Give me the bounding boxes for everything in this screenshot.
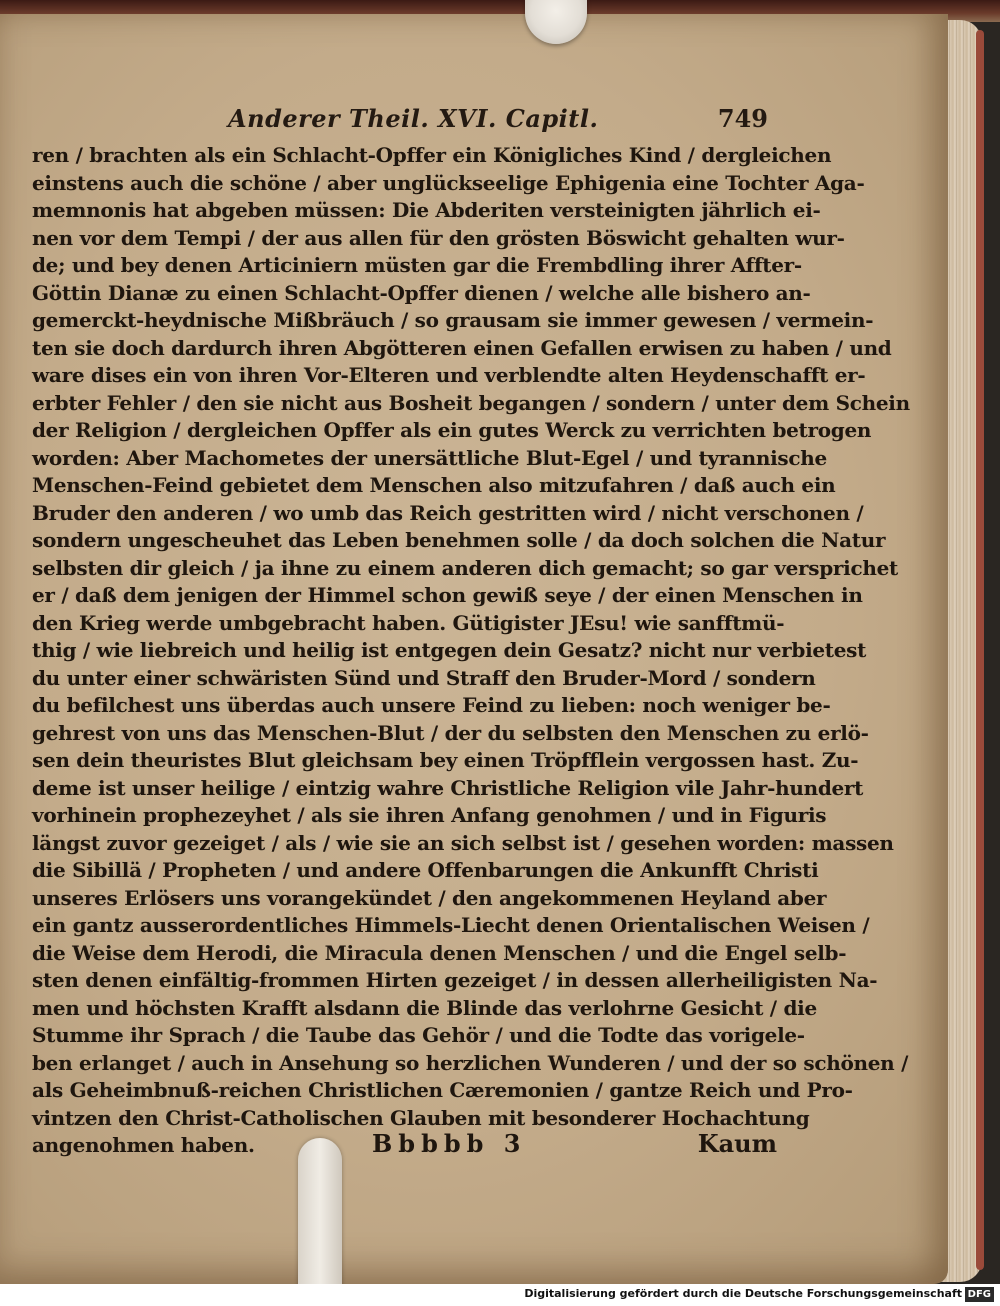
text-line: einstens auch die schöne / aber unglückseelige Ephigenia eine Tochter Aga- — [32, 170, 865, 195]
text-line: als Geheimbnuß-reichen Christlichen Cæremonien / gantze Reich und Pro- — [32, 1078, 853, 1102]
text-line: Bruder den anderen / wo umb das Reich gestritten wird / nicht verschonen / — [32, 500, 864, 525]
text-line: de; und bey denen Articiniern müsten gar die Frembdling ihrer Affter- — [32, 253, 802, 277]
text-line: du befilchest uns überdas auch unsere Feind zu lieben: noch weniger be- — [32, 693, 831, 717]
text-line: Menschen-Feind gebietet dem Menschen also mitzufahren / daß auch ein — [32, 473, 836, 497]
text-line: ein gantz ausserordentliches Himmels-Liecht denen Orientalischen Weisen / — [32, 913, 870, 937]
text-line: sondern ungescheuhet das Leben benehmen solle / da doch solchen die Natur — [32, 528, 886, 552]
funding-credit: Digitalisierung gefördert durch die Deutsche Forschungsgemeinschaft — [524, 1287, 962, 1300]
text-line: den Krieg werde umbgebracht haben. Gütigister JEsu! wie sanfftmü- — [32, 610, 785, 635]
text-line: Göttin Dianæ zu einen Schlacht-Opffer dienen / welche alle bishero an- — [32, 280, 811, 305]
book-page — [0, 14, 948, 1284]
page-footer — [32, 1129, 777, 1163]
text-line: unseres Erlösers uns vorangekündet / den angekommenen Heyland aber — [32, 885, 827, 910]
page-number: 749 — [717, 104, 768, 133]
text-line: ren / brachten als ein Schlacht-Opffer ein Königliches Kind / dergleichen — [32, 143, 832, 167]
text-line: sten denen einfältig-frommen Hirten gezeiget / in dessen allerheiligisten Na- — [32, 968, 878, 992]
text-line: der Religion / dergleichen Opffer als ein gutes Werck zu verrichten betrogen — [32, 418, 872, 442]
text-line: deme ist unser heilige / eintzig wahre Christliche Religion vile Jahr-hundert — [32, 775, 864, 800]
text-line: du unter einer schwäristen Sünd und Straff den Bruder-Mord / sondern — [32, 665, 816, 690]
signature-mark: Bbbbb 3 — [372, 1129, 527, 1158]
running-head: Anderer Theil. XVI. Capitl. — [228, 104, 599, 133]
text-line: men und höchsten Krafft alsdann die Blinde das verlohrne Gesicht / die — [32, 995, 817, 1020]
text-line: worden: Aber Machometes der unersättliche Blut-Egel / und tyrannische — [32, 445, 827, 470]
text-line: selbsten dir gleich / ja ihne zu einem anderen dich gemacht; so gar versprichet — [32, 555, 898, 580]
page-header — [228, 104, 768, 144]
text-line: gehrest von uns das Menschen-Blut / der du selbsten den Menschen zu erlö- — [32, 720, 869, 745]
body-text — [32, 142, 910, 1160]
text-line: ben erlanget / auch in Ansehung so herzlichen Wunderen / und der so schönen / — [32, 1050, 909, 1075]
text-line: memnonis hat abgeben müssen: Die Abderiten versteinigten jährlich ei- — [32, 198, 821, 222]
dfg-logo-icon: DFG — [965, 1287, 994, 1302]
text-line: nen vor dem Tempi / der aus allen für den grösten Böswicht gehalten wur- — [32, 225, 845, 250]
text-line: thig / wie liebreich und heilig ist entgegen dein Gesatz? nicht nur verbietest — [32, 638, 867, 662]
text-line: die Sibillä / Propheten / und andere Offenbarungen die Ankunfft Christi — [32, 858, 819, 882]
text-line: vorhinein prophezeyhet / als sie ihren Anfang genohmen / und in Figuris — [32, 803, 827, 827]
text-line: er / daß dem jenigen der Himmel schon gewiß seye / der einen Menschen in — [32, 583, 863, 607]
text-line: angenohmen haben. — [32, 1133, 255, 1157]
text-line: längst zuvor gezeiget / als / wie sie an sich selbst ist / gesehen worden: massen — [32, 830, 894, 855]
cover-edge — [976, 30, 984, 1270]
text-line: ten sie doch dardurch ihren Abgötteren einen Gefallen erwisen zu haben / und — [32, 335, 892, 360]
credit-bar — [0, 1284, 1000, 1306]
text-line: gemerckt-heydnische Mißbräuch / so grausam sie immer gewesen / vermein- — [32, 308, 874, 332]
page-clip-bottom — [298, 1138, 342, 1298]
text-line: sen dein theuristes Blut gleichsam bey einen Tröpfflein vergossen hast. Zu- — [32, 748, 859, 772]
text-line: vintzen den Christ-Catholischen Glauben mit besonderer Hochachtung — [32, 1105, 810, 1130]
catchword: Kaum — [697, 1129, 777, 1158]
text-line: Stumme ihr Sprach / die Taube das Gehör / und die Todte das vorigele- — [32, 1023, 805, 1047]
text-line: die Weise dem Herodi, die Miracula denen Menschen / und die Engel selb- — [32, 940, 847, 965]
text-line: ware dises ein von ihren Vor-Elteren und verblendte alten Heydenschafft er- — [32, 363, 866, 387]
text-line: erbter Fehler / den sie nicht aus Bosheit begangen / sondern / unter dem Schein — [32, 390, 910, 415]
